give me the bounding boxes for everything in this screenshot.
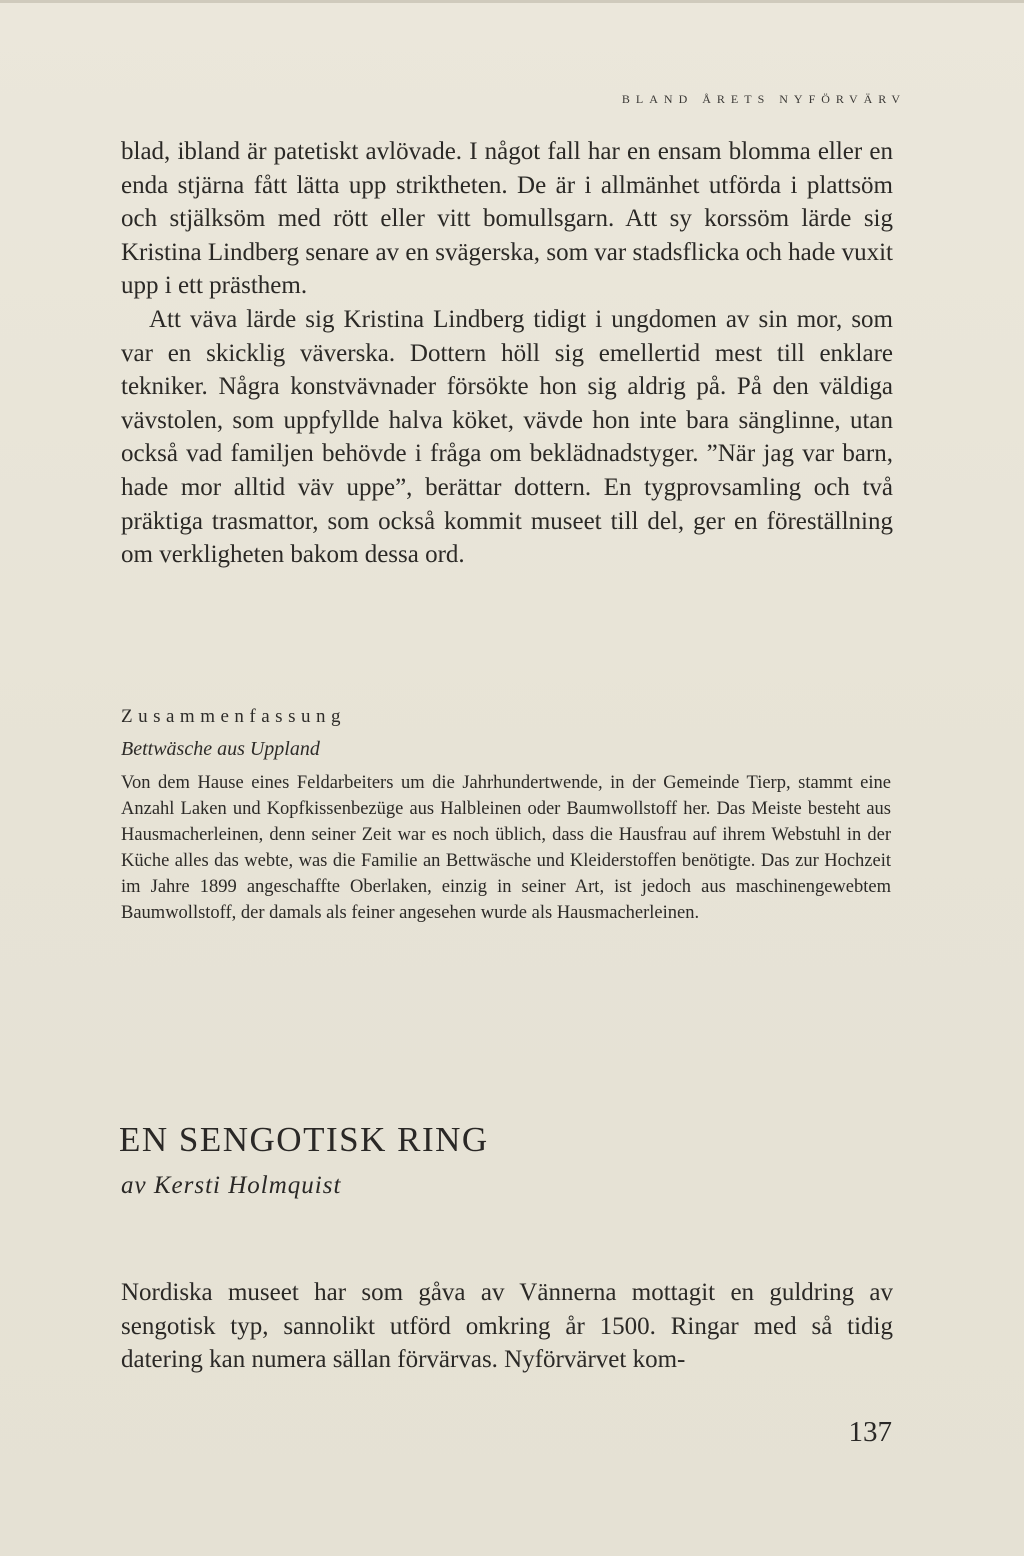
page-number: 137 — [848, 1416, 892, 1448]
paragraph-2: Att väva lärde sig Kristina Lindberg tidigt i ungdomen av sin mor, som var en skicklig väverska. Dottern höll sig emellertid mest till enklare tekniker. Några konstvävnader försökte hon sig aldrig på. På den väldiga vävstolen, som uppfyllde halva köket, vävde hon inte bara sänglinne, utan också vad familjen behövde i fråga om beklädnadstyger. ”När jag var barn, hade mor alltid väv uppe”, berättar dottern. En tygprovsamling och två präktiga trasmattor, som också kommit museet till del, ger en föreställning om verkligheten bakom dessa ord. — [121, 305, 893, 569]
paragraph-1: blad, ibland är patetiskt avlövade. I något fall har en ensam blomma eller en enda stjärna fått lätta upp striktheten. De är i allmänhet utförda i plattsöm och stjälksöm med rött eller vitt bomullsgarn. Att sy korssöm lärde sig Kristina Lindberg senare av en svägerska, som var stadsflicka och hade vuxit upp i ett prästhem. — [121, 138, 893, 300]
article-author: av Kersti Holmquist — [121, 1172, 342, 1199]
article-text — [121, 1276, 893, 1377]
page-top-edge — [0, 0, 1024, 3]
summary-text: Von dem Hause eines Feldarbeiters um die Jahrhundertwende, in der Gemeinde Tierp, stammt eine Anzahl Laken und Kopfkissenbezüge aus Halbleinen oder Baumwollstoff her. Das Meiste besteht aus Hausmacherleinen, denn seiner Zeit war es noch üblich, dass die Hausfrau auf ihrem Webstuhl in der Küche alles das webte, was die Familie an Bettwäsche und Kleiderstoffen benötigte. Das zur Hochzeit im Jahre 1899 angeschaffte Oberlaken, einzig in seiner Art, ist jedoch aus maschinengewebtem Baumwollstoff, der damals als feiner angesehen wurde als Hausmacherleinen. — [121, 773, 891, 923]
summary-title: Bettwäsche aus Uppland — [121, 738, 320, 760]
article-title: EN SENGOTISK RING — [119, 1120, 489, 1159]
summary-heading: Zusammenfassung — [121, 706, 346, 727]
article-paragraph: Nordiska museet har som gåva av Vännerna mottagit en guldring av sengotisk typ, sannolikt utförd omkring år 1500. Ringar med så tidig datering kan numera sällan förvärvas. Nyförvärvet kom- — [121, 1279, 893, 1374]
main-text — [121, 135, 893, 572]
running-head: BLAND ÅRETS NYFÖRVÄRV — [621, 92, 906, 106]
